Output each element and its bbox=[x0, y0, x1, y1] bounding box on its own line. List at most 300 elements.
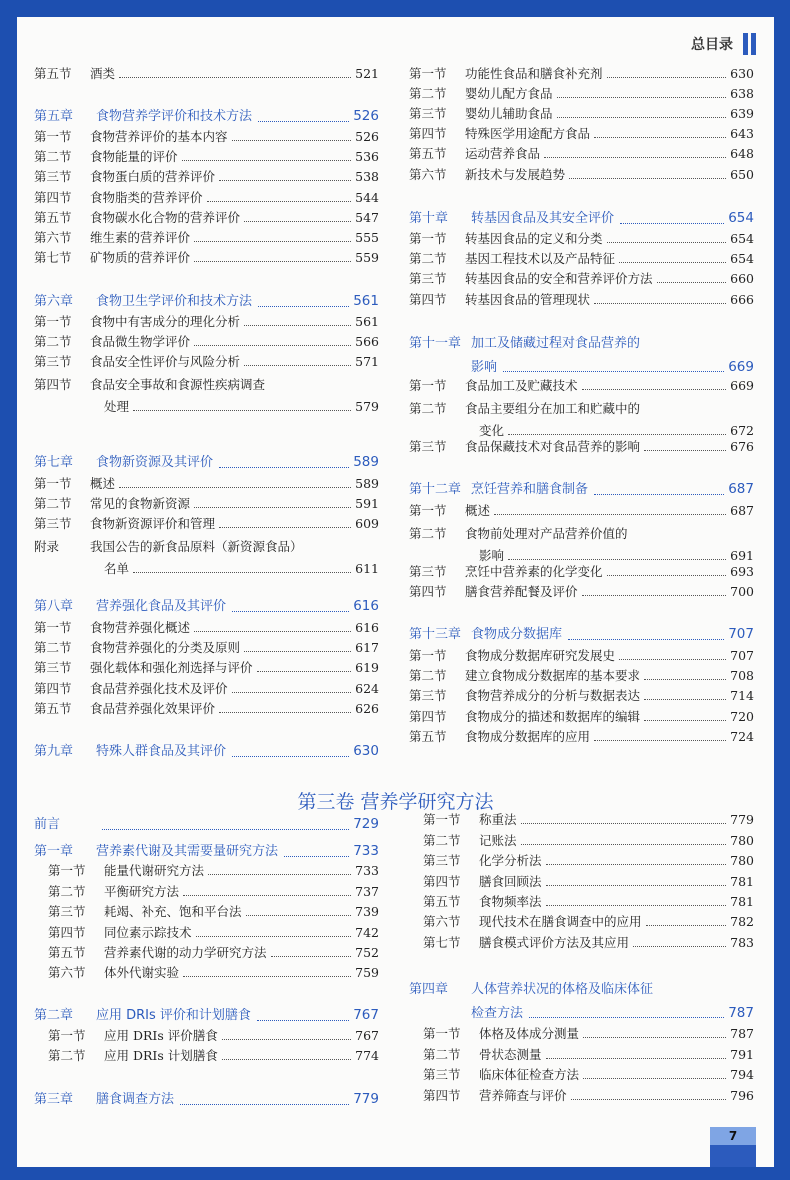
dot-leader bbox=[494, 514, 726, 515]
section-number: 第一节 bbox=[34, 129, 72, 144]
page-ref: 783 bbox=[730, 935, 754, 950]
section-title: 食物营养成分的分析与数据表达 bbox=[465, 688, 641, 703]
page-ref: 774 bbox=[355, 1048, 379, 1063]
toc-entry[interactable] bbox=[409, 1089, 754, 1103]
dot-leader bbox=[133, 572, 351, 573]
section-number: 第三节 bbox=[34, 660, 72, 675]
toc-entry[interactable] bbox=[34, 621, 379, 635]
page-ref: 687 bbox=[730, 503, 754, 518]
dot-leader bbox=[257, 671, 351, 672]
chapter-heading[interactable] bbox=[34, 109, 379, 125]
chapter-number: 第十二章 bbox=[409, 481, 462, 497]
page-ref: 759 bbox=[355, 965, 379, 980]
chapter-title: 营养强化食品及其评价 bbox=[96, 598, 227, 614]
toc-entry-wrapped[interactable] bbox=[34, 375, 379, 414]
chapter-page: 526 bbox=[353, 108, 379, 124]
section-title: 食品营养强化效果评价 bbox=[90, 701, 216, 716]
chapter-number: 第九章 bbox=[34, 743, 74, 759]
toc-entry[interactable] bbox=[409, 504, 754, 518]
page-ref: 794 bbox=[730, 1067, 754, 1082]
toc-page bbox=[17, 17, 774, 1167]
dot-leader bbox=[133, 410, 351, 411]
toc-entry[interactable] bbox=[34, 497, 379, 511]
chapter-title: 加工及储藏过程对食品营养的 bbox=[471, 336, 641, 351]
dot-leader bbox=[180, 1104, 349, 1105]
chapter-number: 第五章 bbox=[34, 108, 74, 124]
dot-leader bbox=[207, 201, 351, 202]
page-ref: 676 bbox=[730, 439, 754, 454]
page-ref: 700 bbox=[730, 584, 754, 599]
section-number: 第二节 bbox=[409, 401, 447, 416]
dot-leader bbox=[284, 856, 349, 857]
page-ref: 619 bbox=[355, 660, 379, 675]
page-ref: 720 bbox=[730, 709, 754, 724]
toc-entry[interactable] bbox=[409, 252, 754, 266]
page-ref: 724 bbox=[730, 729, 754, 744]
dot-leader bbox=[208, 874, 351, 875]
chapter-number: 第十一章 bbox=[409, 336, 462, 351]
section-title: 食物成分数据库研究发展史 bbox=[465, 648, 616, 663]
dot-leader bbox=[546, 864, 726, 865]
dot-leader bbox=[569, 178, 726, 179]
page-ref: 782 bbox=[730, 914, 754, 929]
chapter-number: 前言 bbox=[34, 816, 61, 832]
toc-entry[interactable] bbox=[34, 926, 379, 940]
header-bars-icon bbox=[743, 33, 756, 55]
dot-leader bbox=[594, 494, 724, 495]
section-number: 第五节 bbox=[409, 146, 447, 161]
dot-leader bbox=[194, 241, 351, 242]
dot-leader bbox=[183, 895, 351, 896]
dot-leader bbox=[182, 160, 351, 161]
chapter-title: 人体营养状况的体格及临床体征 bbox=[471, 982, 654, 997]
chapter-title-cont: 检查方法 bbox=[471, 1005, 524, 1021]
section-title: 膳食回顾法 bbox=[479, 874, 542, 889]
chapter-page: 787 bbox=[728, 1004, 754, 1021]
chapter-title: 食物营养学评价和技术方法 bbox=[96, 108, 253, 124]
section-title: 转基因食品的安全和营养评价方法 bbox=[465, 271, 653, 286]
section-title: 婴幼儿配方食品 bbox=[465, 86, 553, 101]
page-ref: 643 bbox=[730, 126, 754, 141]
section-title: 能量代谢研究方法 bbox=[104, 863, 205, 878]
toc-entry[interactable] bbox=[409, 585, 754, 599]
section-title: 食品加工及贮藏技术 bbox=[465, 378, 578, 393]
dot-leader bbox=[257, 1020, 349, 1021]
section-number: 第七节 bbox=[34, 250, 72, 265]
section-title: 婴幼儿辅助食品 bbox=[465, 106, 553, 121]
page-ref: 639 bbox=[730, 106, 754, 121]
chapter-heading[interactable] bbox=[34, 294, 379, 310]
toc-entry[interactable] bbox=[409, 669, 754, 683]
section-title: 营养筛查与评价 bbox=[479, 1088, 567, 1103]
section-number: 第二节 bbox=[409, 526, 447, 541]
page-ref: 767 bbox=[355, 1028, 379, 1043]
section-number: 第三节 bbox=[423, 1067, 461, 1082]
section-title: 功能性食品和膳食补充剂 bbox=[465, 66, 603, 81]
section-title: 食物频率法 bbox=[479, 894, 542, 909]
dot-leader bbox=[607, 77, 726, 78]
chapter-page: 589 bbox=[353, 454, 379, 470]
dot-leader bbox=[546, 885, 726, 886]
page-ref: 547 bbox=[355, 210, 379, 225]
dot-leader bbox=[196, 936, 351, 937]
section-title: 烹饪中营养素的化学变化 bbox=[465, 564, 603, 579]
page-ref: 733 bbox=[355, 863, 379, 878]
chapter-heading[interactable] bbox=[34, 744, 379, 760]
section-number: 第三节 bbox=[34, 169, 72, 184]
page-ref: 624 bbox=[355, 681, 379, 696]
chapter-heading[interactable] bbox=[34, 844, 379, 860]
dot-leader bbox=[219, 527, 351, 528]
running-header bbox=[691, 33, 756, 55]
toc-entry[interactable] bbox=[34, 864, 379, 878]
toc-entry[interactable] bbox=[409, 936, 754, 950]
toc-entry[interactable] bbox=[409, 813, 754, 827]
section-number: 第一节 bbox=[409, 378, 447, 393]
toc-entry[interactable] bbox=[409, 730, 754, 744]
toc-entry[interactable] bbox=[409, 168, 754, 182]
section-title: 食品安全性评价与风险分析 bbox=[90, 354, 241, 369]
chapter-heading-wrapped[interactable] bbox=[409, 337, 754, 375]
section-number: 第二节 bbox=[423, 833, 461, 848]
chapter-title: 营养素代谢及其需要量研究方法 bbox=[96, 843, 279, 859]
page-ref: 780 bbox=[730, 833, 754, 848]
chapter-heading[interactable] bbox=[409, 482, 754, 498]
dot-leader bbox=[194, 261, 351, 262]
toc-entry[interactable] bbox=[34, 67, 379, 81]
dot-leader bbox=[571, 1099, 726, 1100]
dot-leader bbox=[508, 559, 726, 560]
section-number: 第一节 bbox=[409, 66, 447, 81]
chapter-title: 食物新资源及其评价 bbox=[96, 454, 214, 470]
page-ref: 626 bbox=[355, 701, 379, 716]
page-ref: 791 bbox=[730, 1047, 754, 1062]
section-number: 第四节 bbox=[409, 292, 447, 307]
dot-leader bbox=[607, 575, 726, 576]
chapter-number: 第一章 bbox=[34, 843, 74, 859]
section-number: 第一节 bbox=[423, 812, 461, 827]
page-ref: 714 bbox=[730, 688, 754, 703]
chapter-number: 第四章 bbox=[409, 982, 449, 997]
toc-entry[interactable] bbox=[34, 335, 379, 349]
chapter-heading[interactable] bbox=[34, 817, 379, 833]
toc-entry[interactable] bbox=[409, 440, 754, 454]
dot-leader bbox=[258, 306, 349, 307]
page-ref: 654 bbox=[730, 231, 754, 246]
dot-leader bbox=[594, 740, 726, 741]
toc-entry[interactable] bbox=[34, 150, 379, 164]
section-title: 食物成分的描述和数据库的编辑 bbox=[465, 709, 641, 724]
page-ref: 555 bbox=[355, 230, 379, 245]
section-number: 第一节 bbox=[34, 620, 72, 635]
section-number: 第三节 bbox=[409, 439, 447, 454]
page-number-box bbox=[710, 1127, 756, 1167]
toc-entry[interactable] bbox=[409, 915, 754, 929]
dot-leader bbox=[582, 595, 726, 596]
dot-leader bbox=[244, 325, 351, 326]
page-ref: 660 bbox=[730, 271, 754, 286]
section-number: 第一节 bbox=[409, 231, 447, 246]
section-number: 第五节 bbox=[409, 729, 447, 744]
toc-entry[interactable] bbox=[34, 885, 379, 899]
section-number: 第五节 bbox=[34, 701, 72, 716]
dot-leader bbox=[619, 262, 726, 263]
section-title: 酒类 bbox=[90, 66, 116, 81]
page-ref: 536 bbox=[355, 149, 379, 164]
chapter-page: 669 bbox=[728, 358, 754, 375]
toc-entry-wrapped[interactable] bbox=[34, 537, 379, 576]
section-number: 第六节 bbox=[423, 914, 461, 929]
toc-entry[interactable] bbox=[34, 251, 379, 265]
section-number: 第一节 bbox=[34, 476, 72, 491]
dot-leader bbox=[529, 1017, 724, 1018]
chapter-number: 第六章 bbox=[34, 293, 74, 309]
chapter-title: 烹饪营养和膳食制备 bbox=[471, 481, 589, 497]
section-title: 临床体征检查方法 bbox=[479, 1067, 580, 1082]
toc-entry[interactable] bbox=[409, 689, 754, 703]
toc-entry[interactable] bbox=[409, 1048, 754, 1062]
dot-leader bbox=[244, 221, 351, 222]
section-title: 膳食模式评价方法及其应用 bbox=[479, 935, 630, 950]
page-ref: 780 bbox=[730, 853, 754, 868]
page-ref: 672 bbox=[730, 423, 754, 438]
section-title: 建立食物成分数据库的基本要求 bbox=[465, 668, 641, 683]
dot-leader bbox=[222, 1059, 351, 1060]
section-title: 应用 DRIs 评价膳食 bbox=[104, 1028, 218, 1043]
section-title: 称重法 bbox=[479, 812, 517, 827]
chapter-title: 膳食调查方法 bbox=[96, 1091, 175, 1107]
section-title: 食品微生物学评价 bbox=[90, 334, 191, 349]
section-number: 第三节 bbox=[34, 354, 72, 369]
toc-entry[interactable] bbox=[409, 649, 754, 663]
section-title-cont: 影响 bbox=[479, 548, 505, 563]
section-number: 第四节 bbox=[34, 190, 72, 205]
section-number: 第二节 bbox=[48, 884, 86, 899]
chapter-page: 733 bbox=[353, 843, 379, 859]
chapter-title: 应用 DRIs 评价和计划膳食 bbox=[96, 1007, 251, 1023]
section-number: 第三节 bbox=[409, 564, 447, 579]
toc-entry[interactable] bbox=[34, 641, 379, 655]
chapter-page: 561 bbox=[353, 293, 379, 309]
page-ref: 693 bbox=[730, 564, 754, 579]
chapter-heading[interactable] bbox=[34, 455, 379, 471]
chapter-title: 食物卫生学评价和技术方法 bbox=[96, 293, 253, 309]
chapter-heading[interactable] bbox=[34, 1092, 379, 1108]
section-title: 食物营养强化的分类及原则 bbox=[90, 640, 241, 655]
page-ref: 654 bbox=[730, 251, 754, 266]
toc-entry[interactable] bbox=[34, 355, 379, 369]
toc-entry-wrapped[interactable] bbox=[409, 399, 754, 438]
section-title: 食物脂类的营养评价 bbox=[90, 190, 203, 205]
page-ref: 616 bbox=[355, 620, 379, 635]
page-ref: 739 bbox=[355, 904, 379, 919]
chapter-title: 食物成分数据库 bbox=[471, 626, 563, 642]
section-title: 食物蛋白质的营养评价 bbox=[90, 169, 216, 184]
dot-leader bbox=[657, 282, 726, 283]
chapter-number: 第十三章 bbox=[409, 626, 462, 642]
page-ref: 796 bbox=[730, 1088, 754, 1103]
section-number: 第六节 bbox=[48, 965, 86, 980]
dot-leader bbox=[607, 242, 726, 243]
toc-entry[interactable] bbox=[34, 231, 379, 245]
section-title: 概述 bbox=[465, 503, 491, 518]
section-number: 第二节 bbox=[34, 334, 72, 349]
toc-entry[interactable] bbox=[409, 147, 754, 161]
section-title: 体外代谢实验 bbox=[104, 965, 180, 980]
section-title: 转基因食品的管理现状 bbox=[465, 292, 591, 307]
header-title: 总目录 bbox=[691, 37, 733, 53]
section-number: 第一节 bbox=[423, 1026, 461, 1041]
dot-leader bbox=[644, 720, 726, 721]
toc-entry[interactable] bbox=[34, 905, 379, 919]
page-ref: 566 bbox=[355, 334, 379, 349]
page-ref: 707 bbox=[730, 648, 754, 663]
section-number: 第三节 bbox=[423, 853, 461, 868]
dot-leader bbox=[521, 844, 726, 845]
dot-leader bbox=[544, 157, 726, 158]
section-title: 化学分析法 bbox=[479, 853, 542, 868]
dot-leader bbox=[546, 1058, 726, 1059]
toc-entry[interactable] bbox=[409, 565, 754, 579]
chapter-heading[interactable] bbox=[34, 1008, 379, 1024]
section-number: 第五节 bbox=[34, 66, 72, 81]
dot-leader bbox=[258, 121, 349, 122]
page-ref: 666 bbox=[730, 292, 754, 307]
toc-entry[interactable] bbox=[409, 1027, 754, 1041]
toc-entry[interactable] bbox=[34, 130, 379, 144]
section-title: 食物中有害成分的理化分析 bbox=[90, 314, 241, 329]
toc-entry[interactable] bbox=[34, 661, 379, 675]
page-ref: 561 bbox=[355, 314, 379, 329]
dot-leader bbox=[583, 1078, 726, 1079]
section-title-cont: 变化 bbox=[479, 423, 505, 438]
section-number: 第五节 bbox=[34, 210, 72, 225]
toc-entry[interactable] bbox=[409, 107, 754, 121]
section-title: 食品主要组分在加工和贮藏中的 bbox=[465, 401, 641, 416]
toc-entry[interactable] bbox=[34, 211, 379, 225]
dot-leader bbox=[644, 699, 726, 700]
page-ref: 591 bbox=[355, 496, 379, 511]
page-ref: 579 bbox=[355, 399, 379, 414]
toc-entry[interactable] bbox=[34, 477, 379, 491]
toc-entry[interactable] bbox=[34, 191, 379, 205]
toc-entry[interactable] bbox=[34, 966, 379, 980]
chapter-page: 779 bbox=[353, 1091, 379, 1107]
toc-entry[interactable] bbox=[409, 710, 754, 724]
section-title: 食物能量的评价 bbox=[90, 149, 178, 164]
toc-entry[interactable] bbox=[34, 702, 379, 716]
section-number: 第七节 bbox=[423, 935, 461, 950]
section-number: 第二节 bbox=[409, 668, 447, 683]
toc-entry[interactable] bbox=[34, 946, 379, 960]
toc-entry[interactable] bbox=[409, 67, 754, 81]
section-title: 新技术与发展趋势 bbox=[465, 167, 566, 182]
dot-leader bbox=[594, 137, 726, 138]
chapter-title: 特殊人群食品及其评价 bbox=[96, 743, 227, 759]
chapter-heading[interactable] bbox=[409, 211, 754, 227]
toc-entry[interactable] bbox=[409, 834, 754, 848]
chapter-heading[interactable] bbox=[34, 599, 379, 615]
page-ref: 538 bbox=[355, 169, 379, 184]
dot-leader bbox=[232, 692, 351, 693]
section-number: 第一节 bbox=[48, 1028, 86, 1043]
section-title: 平衡研究方法 bbox=[104, 884, 180, 899]
section-number: 第四节 bbox=[423, 1088, 461, 1103]
toc-entry[interactable] bbox=[409, 293, 754, 307]
toc-entry[interactable] bbox=[409, 232, 754, 246]
dot-leader bbox=[232, 140, 351, 141]
dot-leader bbox=[219, 712, 351, 713]
section-number: 第二节 bbox=[34, 640, 72, 655]
section-number: 第四节 bbox=[409, 709, 447, 724]
section-number: 第二节 bbox=[409, 251, 447, 266]
dot-leader bbox=[582, 389, 726, 390]
dot-leader bbox=[271, 956, 351, 957]
section-number: 第一节 bbox=[409, 503, 447, 518]
dot-leader bbox=[521, 823, 726, 824]
page-ref: 617 bbox=[355, 640, 379, 655]
dot-leader bbox=[222, 1039, 351, 1040]
section-title: 食物前处理对产品营养价值的 bbox=[465, 526, 628, 541]
section-title: 转基因食品的定义和分类 bbox=[465, 231, 603, 246]
toc-entry[interactable] bbox=[409, 379, 754, 393]
section-title: 同位素示踪技术 bbox=[104, 925, 192, 940]
section-title: 食物碳水化合物的营养评价 bbox=[90, 210, 241, 225]
page-ref: 589 bbox=[355, 476, 379, 491]
page-ref: 787 bbox=[730, 1026, 754, 1041]
dot-leader bbox=[244, 651, 351, 652]
toc-entry[interactable] bbox=[409, 1068, 754, 1082]
section-number: 第五节 bbox=[48, 945, 86, 960]
toc-entry[interactable] bbox=[409, 272, 754, 286]
page-ref: 638 bbox=[730, 86, 754, 101]
toc-entry[interactable] bbox=[34, 315, 379, 329]
section-title: 运动营养食品 bbox=[465, 146, 541, 161]
chapter-page: 630 bbox=[353, 743, 379, 759]
toc-entry[interactable] bbox=[34, 1029, 379, 1043]
chapter-title-cont: 影响 bbox=[471, 359, 498, 375]
toc-entry[interactable] bbox=[34, 517, 379, 531]
chapter-number: 第三章 bbox=[34, 1091, 74, 1107]
dot-leader bbox=[119, 487, 351, 488]
toc-entry-wrapped[interactable] bbox=[409, 524, 754, 563]
toc-entry[interactable] bbox=[34, 170, 379, 184]
toc-entry[interactable] bbox=[409, 854, 754, 868]
toc-entry[interactable] bbox=[409, 875, 754, 889]
chapter-heading[interactable] bbox=[409, 627, 754, 643]
dot-leader bbox=[619, 659, 726, 660]
dot-leader bbox=[219, 180, 351, 181]
toc-entry[interactable] bbox=[34, 682, 379, 696]
dot-leader bbox=[244, 365, 351, 366]
chapter-number: 第八章 bbox=[34, 598, 74, 614]
dot-leader bbox=[102, 829, 349, 830]
chapter-number: 第十章 bbox=[409, 210, 449, 226]
toc-entry[interactable] bbox=[34, 1049, 379, 1063]
section-number: 第二节 bbox=[34, 149, 72, 164]
toc-entry[interactable] bbox=[409, 127, 754, 141]
toc-entry[interactable] bbox=[409, 87, 754, 101]
toc-entry[interactable] bbox=[409, 895, 754, 909]
page-ref: 648 bbox=[730, 146, 754, 161]
section-number: 第一节 bbox=[34, 314, 72, 329]
page-ref: 708 bbox=[730, 668, 754, 683]
page-ref: 571 bbox=[355, 354, 379, 369]
section-number: 第四节 bbox=[34, 681, 72, 696]
chapter-heading-wrapped[interactable] bbox=[409, 983, 754, 1021]
section-title: 食品营养强化技术及评价 bbox=[90, 681, 228, 696]
section-title: 常见的食物新资源 bbox=[90, 496, 191, 511]
